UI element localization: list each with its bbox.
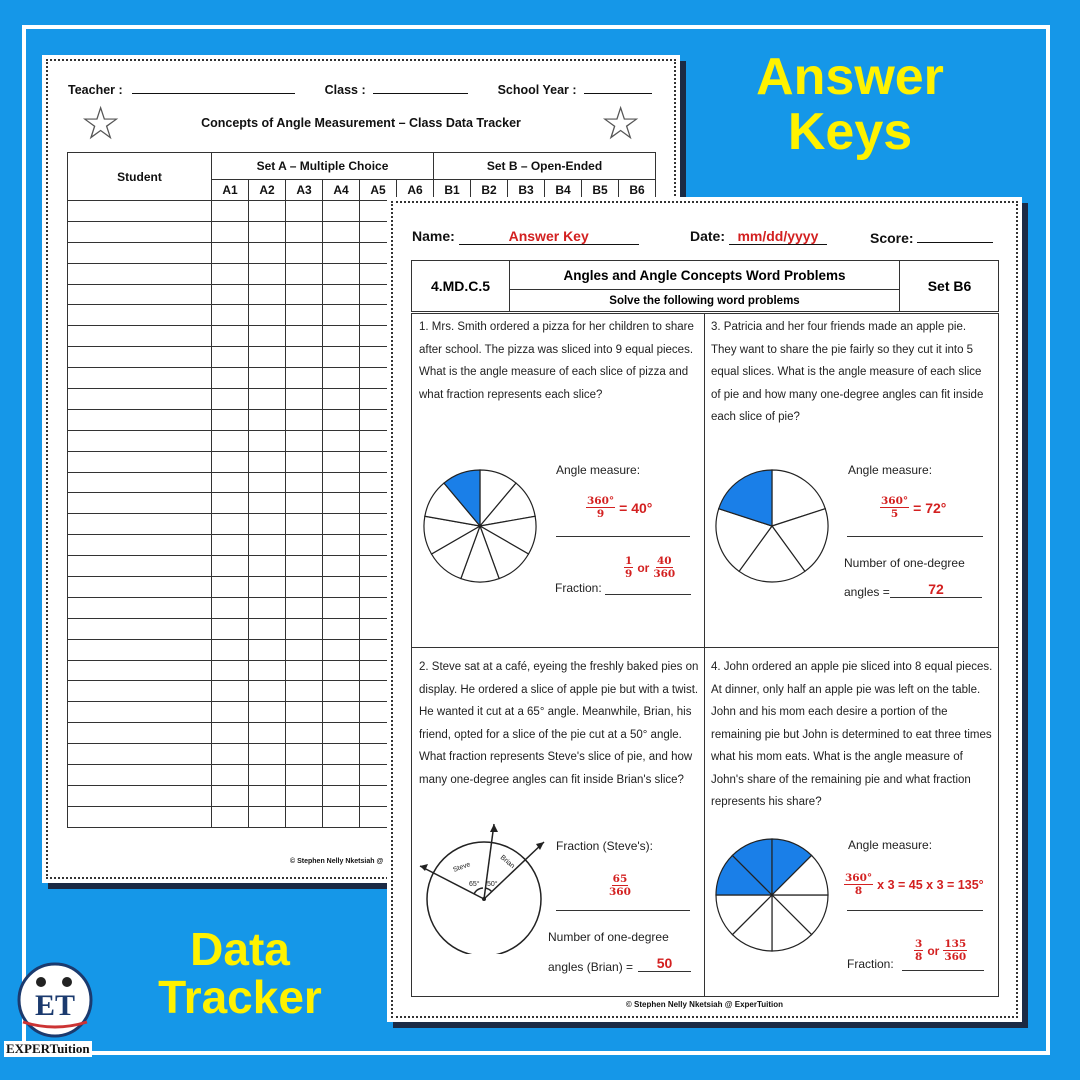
- score-cell[interactable]: [249, 702, 286, 723]
- score-cell[interactable]: [323, 556, 360, 577]
- score-cell[interactable]: [212, 347, 249, 368]
- score-cell[interactable]: [212, 535, 249, 556]
- name-value[interactable]: Answer Key: [459, 228, 639, 245]
- score-label: Score:: [870, 230, 914, 246]
- score-cell[interactable]: [249, 347, 286, 368]
- worksheet-title: Angles and Angle Concepts Word Problems: [510, 261, 899, 290]
- score-cell[interactable]: [286, 347, 323, 368]
- q2-count-value: 50: [638, 955, 691, 972]
- q1-denominator: 9: [596, 508, 605, 521]
- data-tracker-headline: Data Tracker: [158, 923, 322, 1024]
- score-cell[interactable]: [286, 472, 323, 493]
- pizza-9-slices-diagram: [420, 466, 540, 586]
- brian-label: Brian: [498, 854, 516, 871]
- teacher-label: Teacher :: [68, 83, 123, 97]
- student-name-cell[interactable]: [68, 284, 212, 305]
- column-header: A5: [360, 180, 397, 201]
- score-cell[interactable]: [212, 368, 249, 389]
- column-header: A2: [249, 180, 286, 201]
- date-label: Date:: [690, 228, 726, 244]
- pie-8-slices-diagram: [712, 835, 832, 955]
- student-name-cell[interactable]: [68, 472, 212, 493]
- score-cell[interactable]: [212, 493, 249, 514]
- answer-line: [847, 536, 983, 537]
- score-cell[interactable]: [286, 263, 323, 284]
- score-cell[interactable]: [212, 639, 249, 660]
- q1-angle-label: Angle measure:: [556, 463, 641, 477]
- score-cell[interactable]: [249, 326, 286, 347]
- score-cell[interactable]: [323, 242, 360, 263]
- score-cell[interactable]: [286, 577, 323, 598]
- score-cell[interactable]: [286, 326, 323, 347]
- score-cell[interactable]: [249, 263, 286, 284]
- score-cell[interactable]: [249, 242, 286, 263]
- score-cell[interactable]: [286, 618, 323, 639]
- q2-fraction-label: Fraction (Steve's):: [556, 839, 653, 853]
- score-cell[interactable]: [286, 723, 323, 744]
- score-cell[interactable]: [249, 597, 286, 618]
- worksheet-subtitle: Solve the following word problems: [609, 294, 800, 307]
- score-cell[interactable]: [323, 806, 360, 827]
- column-header: B1: [434, 180, 471, 201]
- logo-letters: ET: [34, 989, 76, 1022]
- score-cell[interactable]: [286, 514, 323, 535]
- student-name-cell[interactable]: [68, 347, 212, 368]
- score-cell[interactable]: [212, 242, 249, 263]
- student-name-cell[interactable]: [68, 556, 212, 577]
- score-cell[interactable]: [212, 765, 249, 786]
- student-name-cell[interactable]: [68, 389, 212, 410]
- tracker-copyright: © Stephen Nelly Nketsiah @: [290, 858, 384, 865]
- pie-5-slices-diagram: [712, 466, 832, 586]
- score-cell[interactable]: [323, 618, 360, 639]
- score-cell[interactable]: [323, 263, 360, 284]
- student-name-cell[interactable]: [68, 493, 212, 514]
- score-cell[interactable]: [286, 368, 323, 389]
- q2-numerator: 65: [612, 873, 628, 885]
- angle-65-label: 65°: [469, 881, 480, 888]
- score-cell[interactable]: [323, 744, 360, 765]
- score-cell[interactable]: [249, 430, 286, 451]
- score-cell[interactable]: [286, 785, 323, 806]
- score-cell[interactable]: [323, 221, 360, 242]
- score-cell[interactable]: [323, 430, 360, 451]
- student-name-cell[interactable]: [68, 597, 212, 618]
- column-header: B3: [508, 180, 545, 201]
- grid-divider: [704, 314, 705, 996]
- q1-frac1-num: 1: [625, 555, 633, 567]
- answer-line: [902, 970, 984, 971]
- score-cell[interactable]: [249, 305, 286, 326]
- score-cell[interactable]: [286, 535, 323, 556]
- worksheet-header: [411, 260, 999, 312]
- q4-angle-answer: [844, 872, 984, 897]
- score-cell[interactable]: [249, 201, 286, 222]
- score-cell[interactable]: [212, 618, 249, 639]
- score-cell[interactable]: [286, 702, 323, 723]
- student-name-cell[interactable]: [68, 263, 212, 284]
- score-cell[interactable]: [286, 681, 323, 702]
- student-name-cell[interactable]: [68, 326, 212, 347]
- student-header: Student: [68, 153, 212, 201]
- score-cell[interactable]: [212, 597, 249, 618]
- score-cell[interactable]: [212, 326, 249, 347]
- q4-numerator: 360°: [845, 872, 873, 884]
- q1-fraction-answer: [624, 555, 675, 580]
- question-1-text: 1. Mrs. Smith ordered a pizza for her children to share after school. The pizza was sliced into 9 equal pieces. What is the angle measure of each slice of pizza and what fraction represents each slice?: [419, 321, 694, 401]
- q3-denominator: 5: [890, 508, 899, 521]
- score-cell[interactable]: [212, 409, 249, 430]
- q2-count-label-2: angles (Brian) =: [548, 960, 634, 974]
- q4-frac2-num: 135: [944, 938, 967, 950]
- answer-line: [556, 536, 690, 537]
- score-cell[interactable]: [286, 493, 323, 514]
- question-2-text: 2. Steve sat at a café, eyeing the freshly baked pies on display. He ordered a slice of apple pie but with a twist. He wanted it cut at a 65° angle. Meanwhile, Brian, his friend, opted for a slice of the pie cut at a 50° angle. What fraction represents Steve's slice of pie, and how many one-degree angles can fit inside Brian's slice?: [419, 661, 699, 786]
- school-year-field[interactable]: [584, 82, 652, 94]
- name-row: [412, 228, 639, 245]
- date-row: [690, 228, 827, 245]
- score-cell[interactable]: [212, 744, 249, 765]
- student-name-cell[interactable]: [68, 305, 212, 326]
- score-cell[interactable]: [249, 618, 286, 639]
- score-cell[interactable]: [249, 472, 286, 493]
- question-4-text: 4. John ordered an apple pie sliced into 8 equal pieces. At dinner, only half an apple pie was left on the table. John and his mom each desire a portion of the remaining pie but John is determined to eat three times what his mom eats. What is the angle measure of John's share of the remaining pie and what fraction represents his share?: [711, 661, 993, 808]
- score-cell[interactable]: [323, 723, 360, 744]
- score-cell[interactable]: [212, 389, 249, 410]
- student-name-cell[interactable]: [68, 765, 212, 786]
- column-header: B2: [471, 180, 508, 201]
- score-cell[interactable]: [249, 284, 286, 305]
- score-cell[interactable]: [212, 201, 249, 222]
- student-name-cell[interactable]: [68, 723, 212, 744]
- standard-code: 4.MD.C.5: [412, 261, 510, 311]
- grid-divider: [412, 647, 998, 648]
- key-copyright: © Stephen Nelly Nketsiah @ ExperTuition: [625, 1000, 784, 1009]
- q1-fraction-label: Fraction:: [555, 581, 602, 595]
- score-cell[interactable]: [249, 514, 286, 535]
- score-cell[interactable]: [286, 744, 323, 765]
- set-b-header: Set B – Open-Ended: [434, 153, 656, 180]
- score-cell[interactable]: [286, 242, 323, 263]
- q3-angle-answer: [880, 495, 946, 520]
- q1-frac2-den: 360: [653, 568, 676, 581]
- score-cell[interactable]: [212, 451, 249, 472]
- q4-frac1-den: 8: [915, 951, 923, 964]
- score-cell[interactable]: [212, 556, 249, 577]
- score-cell[interactable]: [212, 263, 249, 284]
- score-cell[interactable]: [286, 305, 323, 326]
- answer-keys-headline: Answer Keys: [756, 48, 944, 161]
- score-cell[interactable]: [249, 556, 286, 577]
- score-cell[interactable]: [212, 472, 249, 493]
- score-cell[interactable]: [286, 201, 323, 222]
- q1-or: or: [637, 560, 650, 575]
- score-cell[interactable]: [212, 430, 249, 451]
- q1-frac2-num: 40: [656, 555, 672, 567]
- score-cell[interactable]: [249, 806, 286, 827]
- name-label: Name:: [412, 228, 455, 244]
- score-cell[interactable]: [212, 785, 249, 806]
- score-cell[interactable]: [249, 577, 286, 598]
- q3-count-value: 72: [890, 581, 982, 598]
- score-field[interactable]: [917, 228, 993, 243]
- q4-or: or: [927, 943, 940, 958]
- set-label: Set B6: [899, 261, 999, 311]
- steve-label: Steve: [452, 861, 472, 874]
- score-cell[interactable]: [249, 744, 286, 765]
- star-icon: ☆: [600, 97, 642, 149]
- q3-count-label-1: Number of one-degree: [844, 556, 965, 570]
- student-name-cell[interactable]: [68, 639, 212, 660]
- score-cell[interactable]: [212, 305, 249, 326]
- score-cell[interactable]: [323, 368, 360, 389]
- score-cell[interactable]: [286, 556, 323, 577]
- score-cell[interactable]: [249, 785, 286, 806]
- score-cell[interactable]: [286, 389, 323, 410]
- logo-text: EXPERTuition: [6, 1041, 90, 1056]
- angle-50-label: 50°: [487, 881, 498, 888]
- student-name-cell[interactable]: [68, 535, 212, 556]
- q3-numerator: 360°: [881, 495, 909, 507]
- q3-count-label-2: angles =: [844, 585, 890, 599]
- class-label: Class :: [324, 83, 366, 97]
- score-cell[interactable]: [286, 409, 323, 430]
- score-cell[interactable]: [249, 639, 286, 660]
- tracker-header-row: [68, 82, 652, 97]
- student-name-cell[interactable]: [68, 409, 212, 430]
- score-cell[interactable]: [323, 577, 360, 598]
- teacher-field[interactable]: [132, 82, 295, 94]
- q2-denominator: 360: [609, 886, 631, 899]
- score-cell[interactable]: [323, 765, 360, 786]
- school-year-label: School Year :: [497, 83, 577, 97]
- q4-fraction-label: Fraction:: [847, 957, 894, 971]
- column-header: B5: [582, 180, 619, 201]
- score-cell[interactable]: [323, 201, 360, 222]
- score-cell[interactable]: [249, 660, 286, 681]
- score-cell[interactable]: [212, 284, 249, 305]
- score-cell[interactable]: [323, 409, 360, 430]
- student-name-cell[interactable]: [68, 577, 212, 598]
- column-header: A6: [397, 180, 434, 201]
- score-cell[interactable]: [212, 221, 249, 242]
- score-cell[interactable]: [323, 785, 360, 806]
- score-cell[interactable]: [286, 765, 323, 786]
- student-name-cell[interactable]: [68, 702, 212, 723]
- score-cell[interactable]: [249, 389, 286, 410]
- score-cell[interactable]: [286, 221, 323, 242]
- student-name-cell[interactable]: [68, 514, 212, 535]
- score-cell[interactable]: [323, 347, 360, 368]
- score-cell[interactable]: [212, 702, 249, 723]
- score-cell[interactable]: [323, 639, 360, 660]
- score-cell[interactable]: [249, 493, 286, 514]
- score-cell[interactable]: [286, 806, 323, 827]
- column-header: A4: [323, 180, 360, 201]
- q1-result: = 40°: [619, 499, 653, 516]
- student-name-cell[interactable]: [68, 201, 212, 222]
- tracker-title: Concepts of Angle Measurement – Class Data Tracker: [201, 116, 521, 130]
- date-value[interactable]: mm/dd/yyyy: [729, 228, 827, 245]
- score-cell[interactable]: [249, 409, 286, 430]
- answer-line: [605, 594, 691, 595]
- score-cell[interactable]: [323, 326, 360, 347]
- score-cell[interactable]: [323, 472, 360, 493]
- column-header: A1: [212, 180, 249, 201]
- q4-result: x 3 = 45 x 3 = 135°: [877, 877, 984, 892]
- question-3-text: 3. Patricia and her four friends made an apple pie. They want to share the pie fairly so they cut it into 5 equal slices. What is the angle measure of each slice of pie and how many one-degree angles can fit inside each slice of pie?: [711, 321, 984, 423]
- score-row: [870, 228, 993, 246]
- student-name-cell[interactable]: [68, 744, 212, 765]
- class-field[interactable]: [373, 82, 468, 94]
- score-cell[interactable]: [249, 221, 286, 242]
- column-header: B4: [545, 180, 582, 201]
- q4-angle-label: Angle measure:: [848, 838, 933, 852]
- score-cell[interactable]: [323, 514, 360, 535]
- score-cell[interactable]: [249, 723, 286, 744]
- score-cell[interactable]: [323, 493, 360, 514]
- column-header: A3: [286, 180, 323, 201]
- score-cell[interactable]: [212, 660, 249, 681]
- score-cell[interactable]: [323, 451, 360, 472]
- answer-line: [556, 910, 690, 911]
- score-cell[interactable]: [323, 284, 360, 305]
- q1-angle-answer: [586, 495, 652, 520]
- q1-frac1-den: 9: [625, 568, 633, 581]
- student-name-cell[interactable]: [68, 368, 212, 389]
- student-name-cell[interactable]: [68, 451, 212, 472]
- answer-key-sheet: [387, 197, 1022, 1022]
- score-cell[interactable]: [286, 430, 323, 451]
- answer-line: [847, 910, 983, 911]
- student-name-cell[interactable]: [68, 221, 212, 242]
- score-cell[interactable]: [323, 681, 360, 702]
- pie-angles-diagram: [412, 814, 562, 954]
- student-name-cell[interactable]: [68, 785, 212, 806]
- student-name-cell[interactable]: [68, 242, 212, 263]
- score-cell[interactable]: [212, 577, 249, 598]
- student-name-cell[interactable]: [68, 618, 212, 639]
- q3-result: = 72°: [913, 499, 947, 516]
- questions-grid: [411, 313, 999, 997]
- q4-denominator: 8: [854, 885, 863, 898]
- q4-fraction-answer: [914, 938, 967, 963]
- score-cell[interactable]: [323, 597, 360, 618]
- star-icon: ☆: [80, 97, 122, 149]
- q1-numerator: 360°: [587, 495, 615, 507]
- score-cell[interactable]: [249, 451, 286, 472]
- score-cell[interactable]: [323, 305, 360, 326]
- score-cell[interactable]: [286, 284, 323, 305]
- q4-frac1-num: 3: [915, 938, 923, 950]
- score-cell[interactable]: [286, 451, 323, 472]
- score-cell[interactable]: [212, 806, 249, 827]
- column-header: B6: [619, 180, 656, 201]
- score-cell[interactable]: [323, 660, 360, 681]
- q3-angle-label: Angle measure:: [848, 463, 933, 477]
- score-cell[interactable]: [323, 389, 360, 410]
- score-cell[interactable]: [323, 702, 360, 723]
- score-cell[interactable]: [212, 681, 249, 702]
- q2-count-label-1: Number of one-degree: [548, 930, 669, 944]
- score-cell[interactable]: [249, 681, 286, 702]
- score-cell[interactable]: [249, 368, 286, 389]
- student-name-cell[interactable]: [68, 430, 212, 451]
- score-cell[interactable]: [323, 535, 360, 556]
- q2-fraction-answer: [609, 873, 631, 898]
- score-cell[interactable]: [212, 514, 249, 535]
- student-name-cell[interactable]: [68, 806, 212, 827]
- score-cell[interactable]: [286, 660, 323, 681]
- student-name-cell[interactable]: [68, 681, 212, 702]
- score-cell[interactable]: [249, 765, 286, 786]
- score-cell[interactable]: [286, 639, 323, 660]
- q4-frac2-den: 360: [944, 951, 967, 964]
- score-cell[interactable]: [249, 535, 286, 556]
- score-cell[interactable]: [286, 597, 323, 618]
- set-a-header: Set A – Multiple Choice: [212, 153, 434, 180]
- score-cell[interactable]: [212, 723, 249, 744]
- student-name-cell[interactable]: [68, 660, 212, 681]
